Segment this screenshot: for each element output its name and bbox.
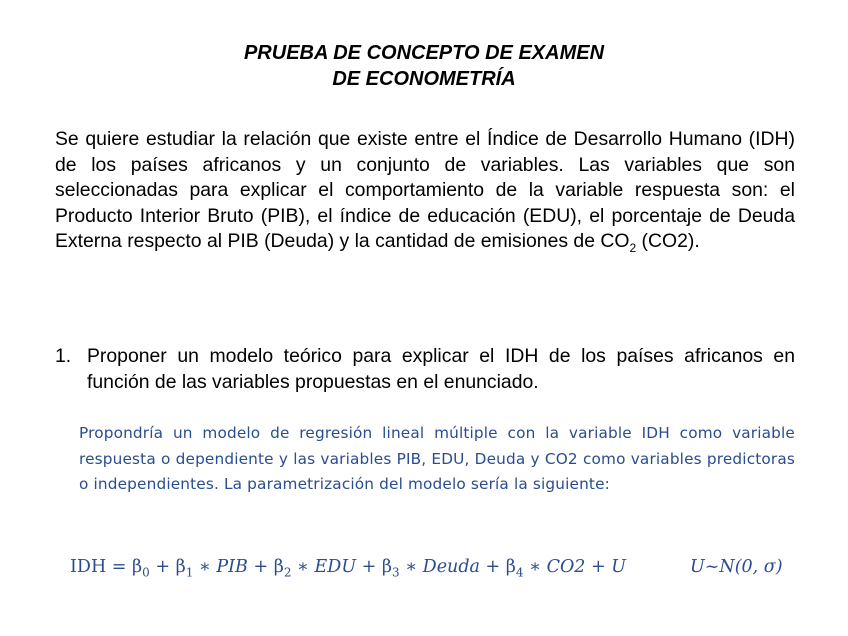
formula-var-edu: EDU <box>314 557 357 577</box>
intro-text-end: (CO2). <box>636 230 700 252</box>
formula-times: ∗ <box>399 557 423 577</box>
formula-beta-1: β <box>175 557 186 577</box>
formula-var-co2: CO2 <box>546 557 586 577</box>
formula-sub-4: 4 <box>515 565 524 580</box>
formula-plus: + <box>149 557 176 577</box>
formula-sub-0: 0 <box>142 565 150 580</box>
formula-plus: + <box>247 557 274 577</box>
formula-var-pib: PIB <box>216 557 248 577</box>
formula-sub-3: 3 <box>392 565 400 580</box>
title-line-2: DE ECONOMETRÍA <box>332 68 516 90</box>
question-number: 1. <box>55 345 72 367</box>
title-line-1: PRUEBA DE CONCEPTO DE EXAMEN <box>243 42 605 64</box>
formula-beta-0: β <box>132 557 143 577</box>
intro-subscript: 2 <box>629 240 637 255</box>
intro-text: Se quiere estudiar la relación que existe entre el Índice de Desarrollo Humano (IDH) de los países africanos y un conjunto de variables. Las variables que son seleccionadas para explicar el comportamiento de la variable respuesta son: el Producto Interior Bruto (PIB), el índice de educación (EDU), el porcentaje de Deuda Externa respecto al PIB (Deuda) y la cantidad de emisiones de CO <box>55 128 795 252</box>
formula-sub-1: 1 <box>185 565 194 580</box>
question-text: Proponer un modelo teórico para explicar el IDH de los países africanos en función de las variables propuestas en el enunciado. <box>87 345 795 393</box>
formula-plus: + <box>585 557 612 577</box>
formula-times: ∗ <box>523 557 547 577</box>
formula-beta-2: β <box>273 557 284 577</box>
formula-distribution: U~N(0, σ) <box>690 557 783 577</box>
formula-error: U <box>611 557 626 577</box>
formula-lhs: IDH = <box>70 557 132 577</box>
formula-sub-2: 2 <box>283 565 292 580</box>
formula-plus: + <box>356 557 382 577</box>
formula-var-deuda: Deuda <box>422 557 480 577</box>
formula-beta-3: β <box>381 557 392 577</box>
formula-beta-4: β <box>505 557 516 577</box>
question-1 <box>55 344 795 395</box>
formula-plus: + <box>479 557 506 577</box>
formula-times: ∗ <box>193 557 217 577</box>
document-title <box>0 40 848 92</box>
formula-times: ∗ <box>291 557 315 577</box>
intro-paragraph <box>55 127 795 255</box>
answer-paragraph: Propondría un modelo de regresión lineal múltiple con la variable IDH como variable respuesta o dependiente y las variables PIB, EDU, Deuda y CO2 como variables predictoras o independientes. La parametrización del modelo sería la siguiente: <box>79 424 795 493</box>
regression-formula <box>70 553 790 581</box>
